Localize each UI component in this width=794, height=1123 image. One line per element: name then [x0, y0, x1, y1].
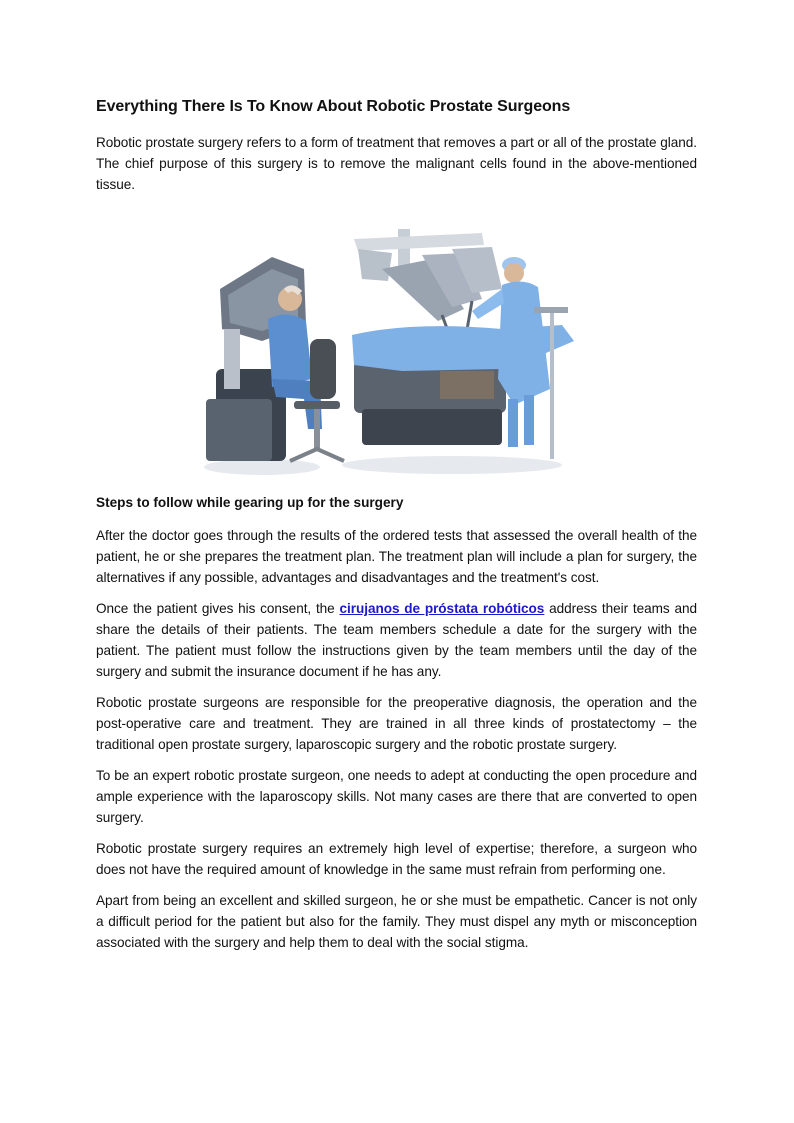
paragraph-consent-rest: address their teams and share the details of their patients. The team members schedule a date for the surgery with the patient. The patient must follow the instructions given by the team members until the day of the surgery and submit the insurance document if he has any. — [96, 601, 697, 679]
paragraph-empathy: Apart from being an excellent and skilled surgeon, he or she must be empathetic. Cancer is not only a difficult period for the patient but also for the family. They must dispel any myth or misconception associated with the surgery and help them to deal with the social stigma. — [96, 893, 697, 950]
paragraph-consent-lead: Once the patient gives his consent, the — [96, 601, 340, 616]
document-page — [96, 96, 697, 963]
paragraph-expertise: To be an expert robotic prostate surgeon, one needs to adept at conducting the open procedure and ample experience with the laparoscopy skills. Not many cases are there that are converted to open surgery. — [96, 768, 697, 825]
article-title: Everything There Is To Know About Robotic Prostate Surgeons — [96, 98, 571, 115]
paragraph-knowledge: Robotic prostate surgery requires an extremely high level of expertise; therefore, a surgeon who does not have the required amount of knowledge in the same must refrain from performing one. — [96, 841, 697, 877]
paragraph-treatment-plan: After the doctor goes through the results of the ordered tests that assessed the overall health of the patient, he or she prepares the treatment plan. The treatment plan will include a plan for surgery, the alternatives if any possible, advantages and disadvantages and the treatment's cost. — [96, 528, 697, 585]
robotic-surgery-image — [96, 229, 697, 481]
robotic-surgeons-link[interactable]: cirujanos de próstata robóticos — [339, 601, 545, 616]
paragraph-responsibilities: Robotic prostate surgeons are responsible for the preoperative diagnosis, the operation and the post-operative care and treatment. They are trained in all three kinds of prostatectomy – the traditional open prostate surgery, laparoscopic surgery and the robotic prostate surgery. — [96, 695, 697, 752]
intro-paragraph: Robotic prostate surgery refers to a form of treatment that removes a part or all of the prostate gland. The chief purpose of this surgery is to remove the malignant cells found in the above-mentioned tissue. — [96, 135, 697, 192]
paragraph-consent — [96, 598, 697, 682]
section-heading: Steps to follow while gearing up for the surgery — [96, 495, 404, 510]
robotic-surgery-illustration — [202, 229, 582, 481]
